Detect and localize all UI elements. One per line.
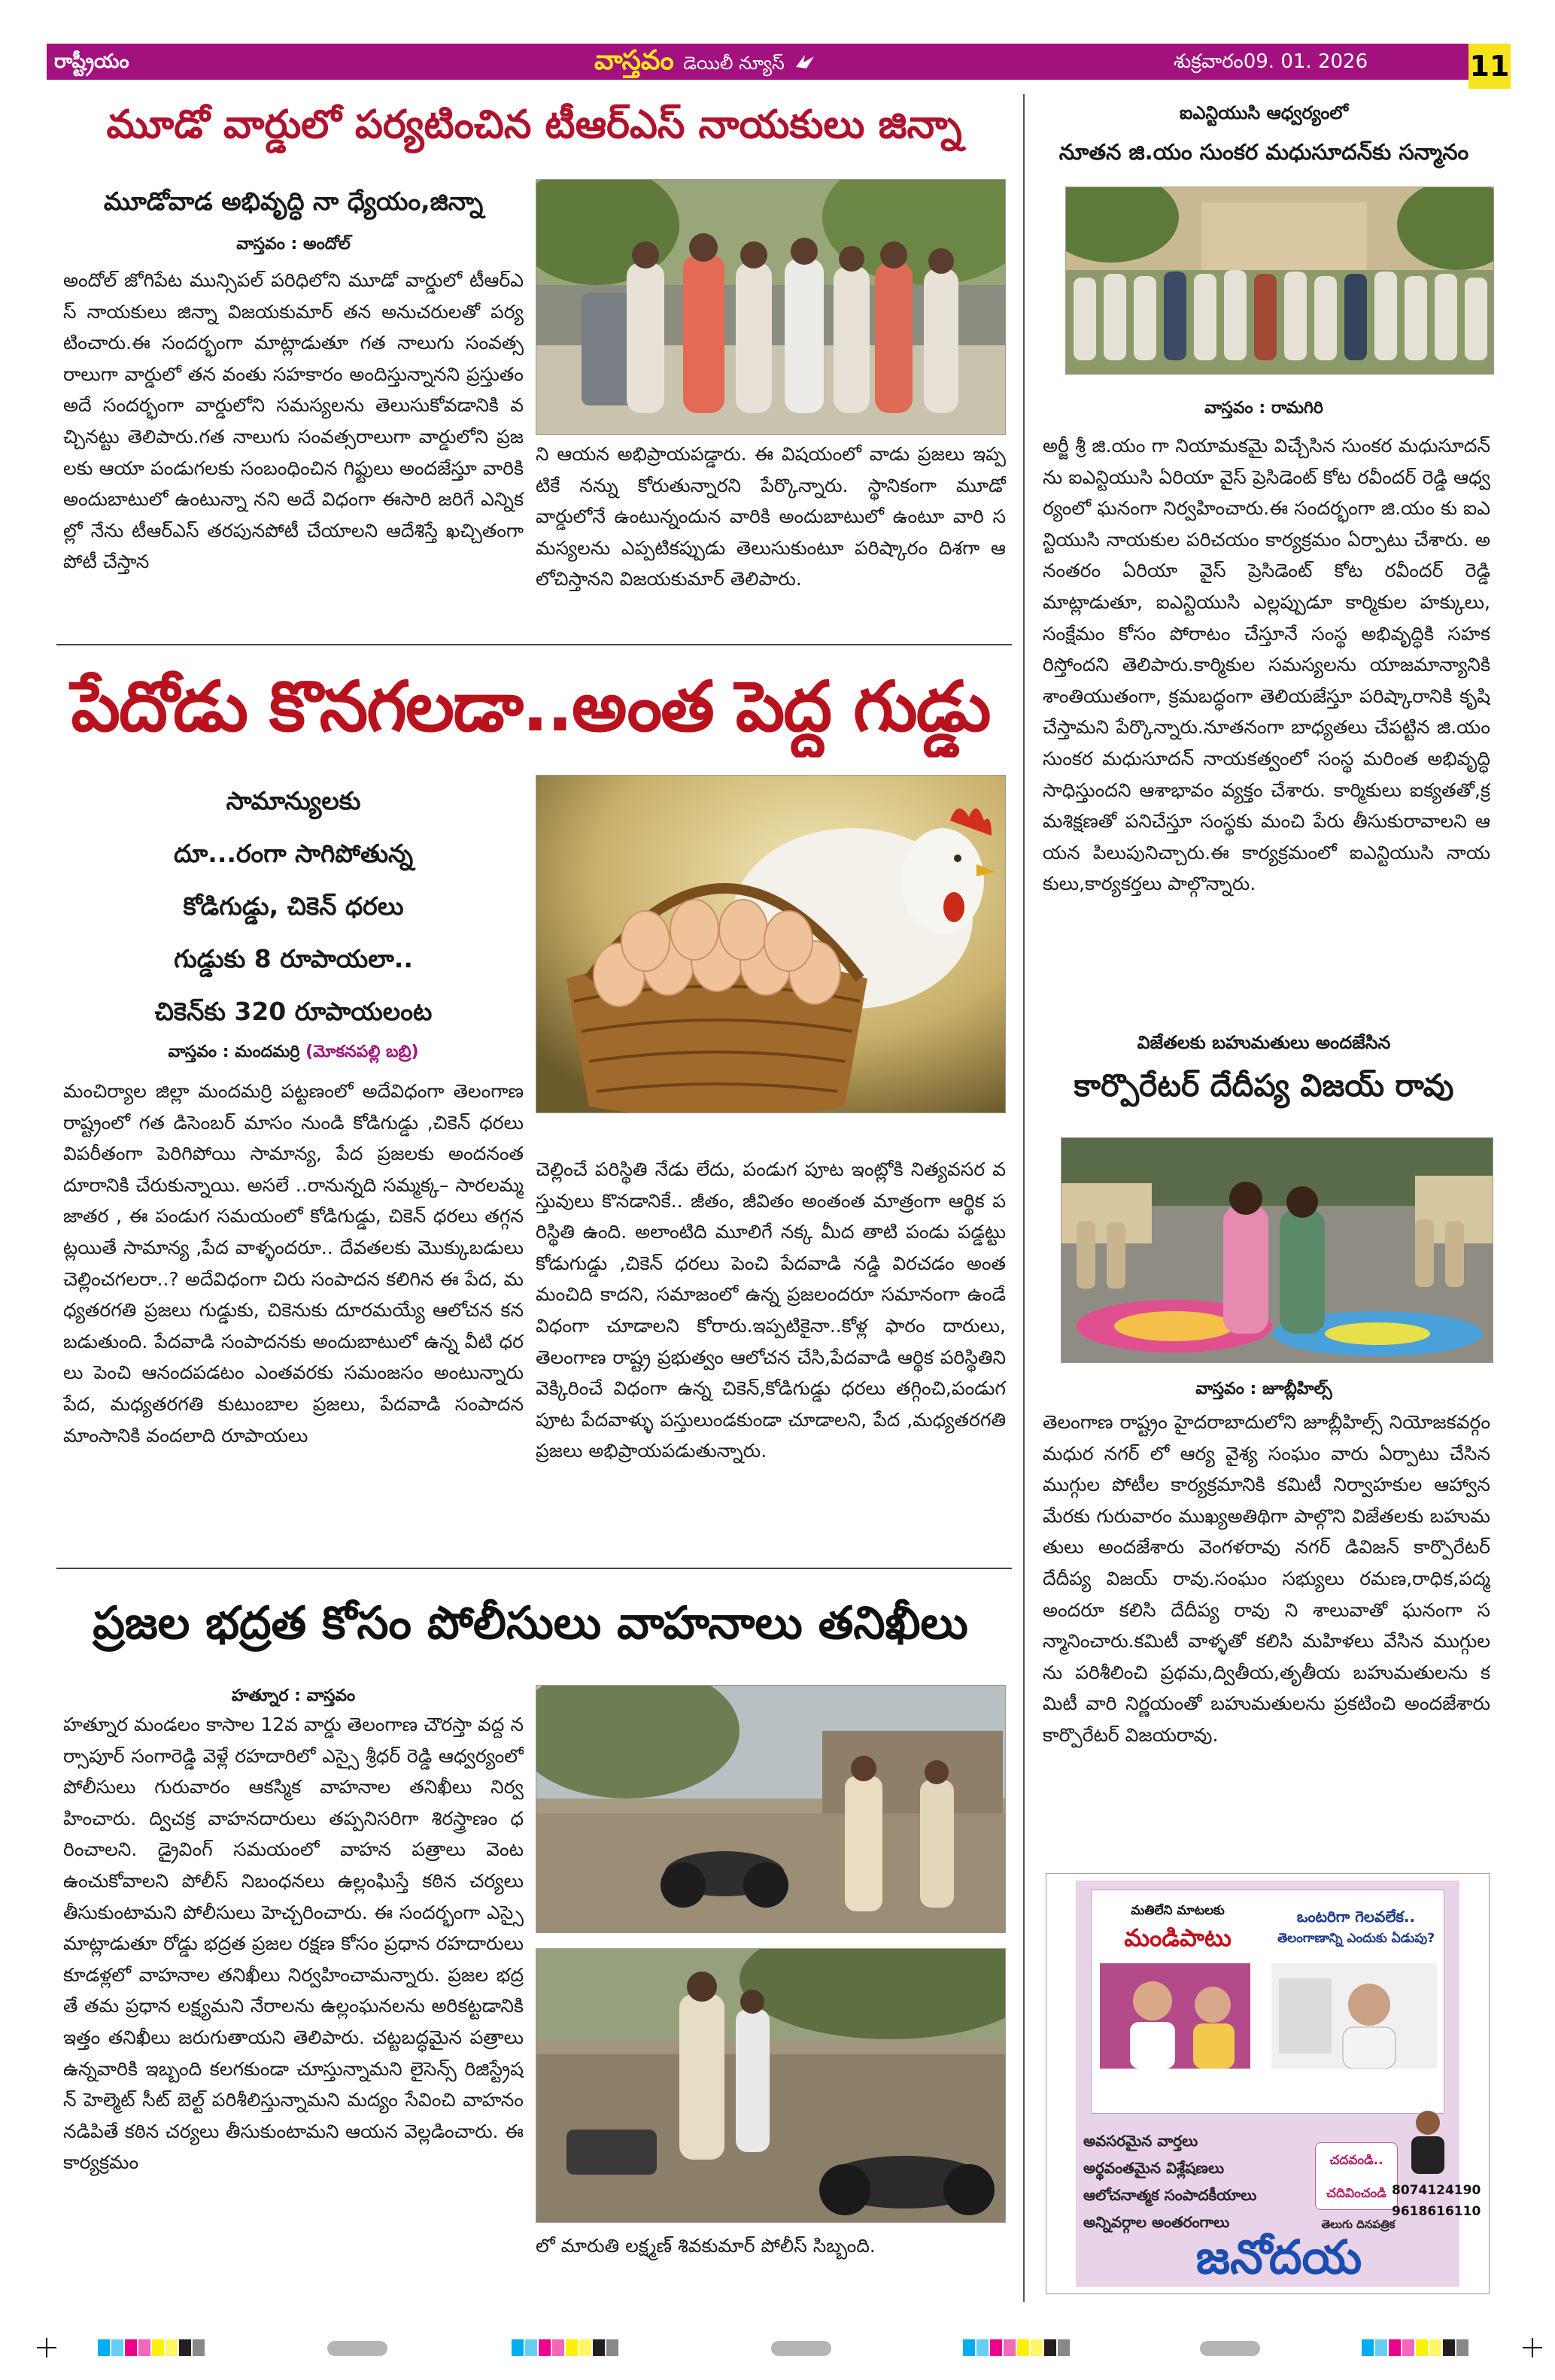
print-registration-strip	[0, 2324, 1555, 2377]
story4-body: అర్జీ శ్రీ జి.యం గా నియామకమై విచ్చేసిన సుంకర మధుసూదన్ ను ఐఎన్టియుసి ఏరియా వైస్ ప్రెసిడెంట్ కోట రవీందర్ రెడ్డి ఆధ్వర్యంలో ఘనంగా నిర్వహించారు.ఈ సందర్భంగా జి.యం కు ఐఎన్టియుసి నాయకుల పరిచయం కార్యక్రమం ఏర్పాటు చేశారు. అనంతరం ఏరియా వైస్ ప్రెసిడెంట్ కోట రవీందర్ రెడ్డి మాట్లాడుతూ, ఐఎన్టియుసి ఎల్లప్పుడూ కార్మికుల హక్కులు, సంక్షేమం కోసం పోరాటం చేస్తూనే సంస్థ అభివృద్ధికి సహకరిస్తోందని తెలిపారు.కార్మికుల సమస్యలను యాజమాన్యానికి శాంతియుతంగా, క్రమబద్ధంగా తెలియజేస్తూ పరిష్కారానికి కృషి చేస్తామని పేర్కొన్నారు.నూతనంగా బాధ్యతలు చేపట్టిన జి.యం సుంకర మధుసూదన్ నాయకత్వంలో సంస్థ మరింత అభివృద్ధి సాధిస్తుందని ఆశాభావం వ్యక్తం చేశారు. కార్మికులు ఐక్యతతో,క్రమశిక్షణతో పనిచేస్తూ సంస్థకు మంచి పేరు తీసుకురావాలని ఆయన పిలుపునిచ్చారు.ఈ కార్యక్రమంలో ఐఎన్టియుసి నాయకులు,కార్యకర్తలు పాల్గొన్నారు.	[1043, 435, 1490, 895]
story2-col2: చెల్లించే పరిస్థితి నేడు లేదు, పండుగ పూట ఇంట్లోకి నిత్యవసర వస్తువులు కొనడానికే.. జీతం, జీవితం అంతంత మాత్రంగా ఆర్థిక పరిస్థితి ఉంది. అలాంటిది మూలిగే నక్క మీద తాటి పండు పడ్డట్టు కోడుగుడ్డు ,చికెన్ ధరలు పెంచి పేదవాడి నడ్డి విరచడం అంత మంచిది కాదని, సమాజంలో ఉన్న ప్రజలందరూ సమానంగా ఉండే విధంగా చూడాలని కోరారు.ఇప్పటికైనా..కోళ్ల ఫారం దారులు, తెలంగాణ రాష్ట్ర ప్రభుత్వం ఆలోచన చేసి,పేదవాడి ఆర్థిక పరిస్థితిని వెక్కిరించే విధంగా ఉన్న చికెన్,కోడిగుడ్డు ధరలు తగ్గించి,పండుగ పూట పేదవాళ్ళు పస్తులుండకుండా చూడాలని, పేద ,మధ్యతరగతి ప్రజలు అభిప్రాయపడుతున్నారు.	[536, 1158, 1006, 1462]
story3-col1: హత్నూర మండలం కాసాల 12వ వార్డు తెలంగాణ చౌరస్తా వద్ద నర్సాపూర్ సంగారెడ్డి వెళ్లే రహదారిలో ఎస్సై శ్రీధర్ రెడ్డి ఆధ్వర్యంలో పోలీసులు గురువారం ఆకస్మిక వాహనాల తనిఖీలు నిర్వహించారు. ద్విచక్ర వాహనదారులు తప్పనిసరిగా శిరస్త్రాణం ధరించాలని. డ్రైవింగ్ సమయంలో వాహన పత్రాలు వెంట ఉంచుకోవాలని పోలీస్ నిబంధనలు ఉల్లంఘిస్తే కఠిన చర్యలు తీసుకుంటామని పోలీసులు హెచ్చరించారు. ఈ సందర్భంగా ఎస్సై మాట్లాడుతూ రోడ్డు భద్రత ప్రజల రక్షణ కోసం ప్రధాన రహదారులు కూడళ్లలో వాహనాల తనిఖీలు నిర్వహించామన్నారు. ప్రజల భద్రతే తమ ప్రధాన లక్ష్యమని నేరాలను ఉల్లంఘనలను అరికట్టడానికి ఇత్తం తనిఖీలు జరుగుతాయని తెలిపారు. చట్టబద్ధమైన పత్రాలు ఉన్నవారికి ఇబ్బంది కలగకుండా చూస్తున్నామని లైసెన్స్ రిజిస్ట్రేషన్ హెల్మెట్ సీట్ బెల్ట్ పరిశీలిస్తున్నామని మద్యం సేవించి వాహనం నడిపితే కఠిన చర్యలు తీసుకుంటామని ఆయన వెల్లడించారు. ఈ కార్యక్రమం	[63, 1714, 524, 2174]
deck-line: గుడ్డుకు 8 రూపాయలా..	[174, 944, 413, 973]
deck-line: సామాన్యులకు	[226, 786, 361, 815]
advert-list-item: అన్నివర్గాల అంతరంగాలు	[1083, 2213, 1230, 2231]
issue-date: శుక్రవారం09. 01. 2026	[1174, 50, 1368, 73]
advert-feature-list	[1083, 2127, 1309, 2240]
story2-dateline	[60, 1040, 527, 1065]
advert-headline-4: తెలంగాణాన్ని ఎందుకు ఏడుపు?	[1277, 1931, 1435, 1946]
story2-reporter: (మోకనపల్లి బబ్రి)	[305, 1043, 419, 1061]
story2-photo-eggs-hen	[536, 775, 1006, 1113]
story3-col2: లో మారుతి లక్ష్మణ్ శివకుమార్ పోలీస్ సిబ్బంది.	[536, 2235, 876, 2257]
page-number: 11	[1468, 44, 1511, 89]
advert-list-item: అవసరమైన వార్తలు	[1083, 2132, 1198, 2150]
advert-phone-2: 9618616110	[1392, 2204, 1481, 2219]
advert-headline-3: ఒంటరిగా గెలవలేక..	[1296, 1908, 1416, 1926]
advert-list-item: అర్థవంతమైన విశ్లేషణలు	[1083, 2159, 1225, 2177]
deck-line: దూ...రంగా సాగిపోతున్న	[173, 839, 414, 868]
story3-headline: ప్రజల భద్రత కోసం పోలీసులు వాహనాలు తనిఖీలు	[93, 1597, 968, 1650]
advert-list-item: ఆలోచనాత్మక సంపాదకీయాలు	[1083, 2186, 1257, 2204]
deck-line: చికెన్‌కు 320 రూపాయలంట	[154, 997, 433, 1026]
paper-name: వాస్తవం	[594, 45, 674, 76]
divider-1	[56, 644, 1012, 645]
story1-dateline: వాస్తవం : అందోల్	[236, 235, 351, 253]
main-column-divider	[1023, 94, 1025, 2302]
story4-photo	[1065, 187, 1494, 375]
story1-headline: మూడోవాడ అభివృద్ధి నా ధ్యేయం,జిన్నా	[103, 187, 484, 216]
advert-tagline: చదవండి.. చదివించండి	[1315, 2142, 1398, 2210]
story1-photo	[536, 179, 1006, 435]
advert-photo-left	[1100, 1963, 1250, 2069]
story3-photo-2	[536, 1948, 1006, 2223]
masthead	[594, 41, 816, 81]
story2-col1: మంచిర్యాల జిల్లా మందమర్రి పట్టణంలో అదేవిధంగా తెలంగాణ రాష్ట్రంలో గత డిసెంబర్ మాసం నుండి కోడిగుడ్డు ,చికెన్ ధరలు విపరీతంగా పెరిగిపోయి సామాన్య, పేద ప్రజలకు అందనంత దూరానికి చేరుకున్నాయి. అసలే ..రానున్నది సమ్మక్క– సారలమ్మ జాతర , ఈ పండుగ సమయంలో కోడిగుడ్డు, చికెన్ ధరలు తగ్గనట్లయితే సామాన్య ,పేద వాళ్ళందరూ.. దేవతలకు మొక్కుబడులు చెల్లించగలరా..? అదేవిధంగా చిరు సంపాదన కలిగిన ఈ పేద, మధ్యతరగతి ప్రజలు గుడ్డుకు, చికెనుకు దూరమయ్యే ఆలోచన కనబడుతుంది. పేదవాడి సంపాదనకు అందుబాటులో ఉన్న వీటి ధరలు పెంచి ఆనందపడటం ఎంతవరకు సమంజసం అంటున్నారు పేద, మధ్యతరగతి కుటుంబాల ప్రజలు, పేదవాడి సంపాదన మాంసానికి వందలాది రూపాయలు	[63, 1080, 524, 1447]
story5-kicker: విజేతలకు బహుమతులు అందజేసిన	[1137, 1032, 1391, 1053]
advert-headline-2: మండిపాటు	[1124, 1923, 1232, 1952]
story1-kicker: మూడో వార్డులో పర్యటించిన టీఆర్ఎస్ నాయకులు జిన్నా	[106, 102, 962, 147]
story4-headline: నూతన జి.యం సుంకర మధుసూదన్‌కు సన్మానం	[1058, 139, 1469, 165]
advert-paper-label: తెలుగు దినపత్రిక	[1321, 2218, 1396, 2231]
advert-phone-1: 8074124190	[1392, 2183, 1481, 2198]
story1-col2: ని ఆయన అభిప్రాయపడ్డారు. ఈ విషయంలో వాడు ప్రజలు ఇప్పటికే నన్ను కోరుతున్నారని పేర్కొన్నారు. స్థానికంగా మూడో వార్డులోనే ఉంటున్నందున వారికి అందుబాటులో ఉంటూ వారి సమస్యలను ఎప్పటికప్పుడు తెలుసుకుంటూ పరిష్కారం దిశగా ఆలోచిస్తానని విజయకుమార్ తెలిపారు.	[536, 443, 1006, 590]
bird-logo-icon	[794, 50, 816, 73]
advert-brand: జనోదయ	[1195, 2230, 1362, 2284]
advert-headline-1: మతిలేని మాటలకు	[1131, 1903, 1225, 1918]
story4-dateline: వాస్తవం : రామగిరి	[1204, 399, 1323, 417]
paper-subtitle: డెయిలీ న్యూస్	[683, 53, 785, 74]
advert-person-photo	[1405, 2106, 1450, 2174]
deck-line: కోడిగుడ్డు, చికెన్ ధరలు	[183, 891, 404, 921]
advert-photo-right	[1271, 1963, 1437, 2069]
story4-kicker: ఐఎన్టియుసి ఆధ్వర్యంలో	[1179, 102, 1349, 123]
story2-dateline-place: వాస్తవం : మందమర్రి	[168, 1043, 300, 1061]
story1-col1: అందోల్ జోగిపేట మున్సిపల్ పరిధిలోని మూడో వార్డులో టీఆర్ఎస్ నాయకులు జిన్నా విజయకుమార్ తన అనుచరులతో పర్యటించారు.ఈ సందర్భంగా మాట్లాడుతూ గత నాలుగు సంవత్సరాలుగా వార్డులో తన వంతు సహకారం అందిస్తున్నానని ప్రస్తుతం అదే సందర్భంగా వార్డులోని సమస్యలను తెలుసుకోవడానికి వచ్చినట్టు తెలిపారు.గత నాలుగు సంవత్సరాలుగా వార్డులోని ప్రజలకు ఆయా పండుగలకు సంబంధించిన గిఫ్టులు అందజేస్తూ వారికి అందుబాటులో ఉంటున్నా నని అదే విధంగా ఈసారి జరిగే ఎన్నికల్లో నేను టీఆర్ఎస్ తరపునపోటీ చేయాలని ఆదేశిస్తే ఖచ్చితంగా పోటీ చేస్తాన	[63, 269, 524, 573]
story3-dateline: హత్నూర : వాస్తవం	[231, 1686, 356, 1705]
story5-headline: కార్పొరేటర్ దేదీప్య విజయ్ రావు	[1074, 1067, 1454, 1103]
story2-deck	[60, 775, 527, 1038]
story5-dateline: వాస్తవం : జూబ్లీహిల్స్	[1195, 1380, 1332, 1398]
section-label: రాష్ట్రీయం	[54, 50, 129, 73]
story5-body: తెలంగాణ రాష్ట్రం హైదరాబాదులోని జూబ్లీహిల్స్ నియోజకవర్గం మధుర నగర్ లో ఆర్య వైశ్య సంఘం వారు ఏర్పాటు చేసిన ముగ్గుల పోటీల కార్యక్రమానికి కమిటీ నిర్వాహకుల ఆహ్వాన మేరకు గురువారం ముఖ్యఅతిథిగా పాల్గొని విజేతలకు బహుమతులు అందజేశారు వెంగళరావు నగర్ డివిజన్ కార్పొరేటర్ దేదీప్య విజయ్ రావు.సంఘం సభ్యులు రమణ,రాధిక,పద్మ అందరూ కలిసి దేదీప్య రావు ని శాలువాతో ఘనంగా సన్మానించారు.కమిటీ వాళ్ళతో కలిసి మహిళలు వేసిన ముగ్గులను పరిశీలించి ప్రథమ,ద్వితీయ,తృతీయ బహుమతులను కమిటీ వారి నిర్ణయంతో బహుమతులను ప్రకటించి అందజేశారు కార్పొరేటర్ విజయరావు.	[1043, 1411, 1490, 1746]
story2-headline: పేదోడు కొనగలడా..అంత పెద్ద గుడ్డు	[71, 666, 990, 747]
story5-photo	[1061, 1137, 1493, 1363]
divider-2	[56, 1568, 1012, 1569]
story3-photo-1	[536, 1685, 1006, 1933]
